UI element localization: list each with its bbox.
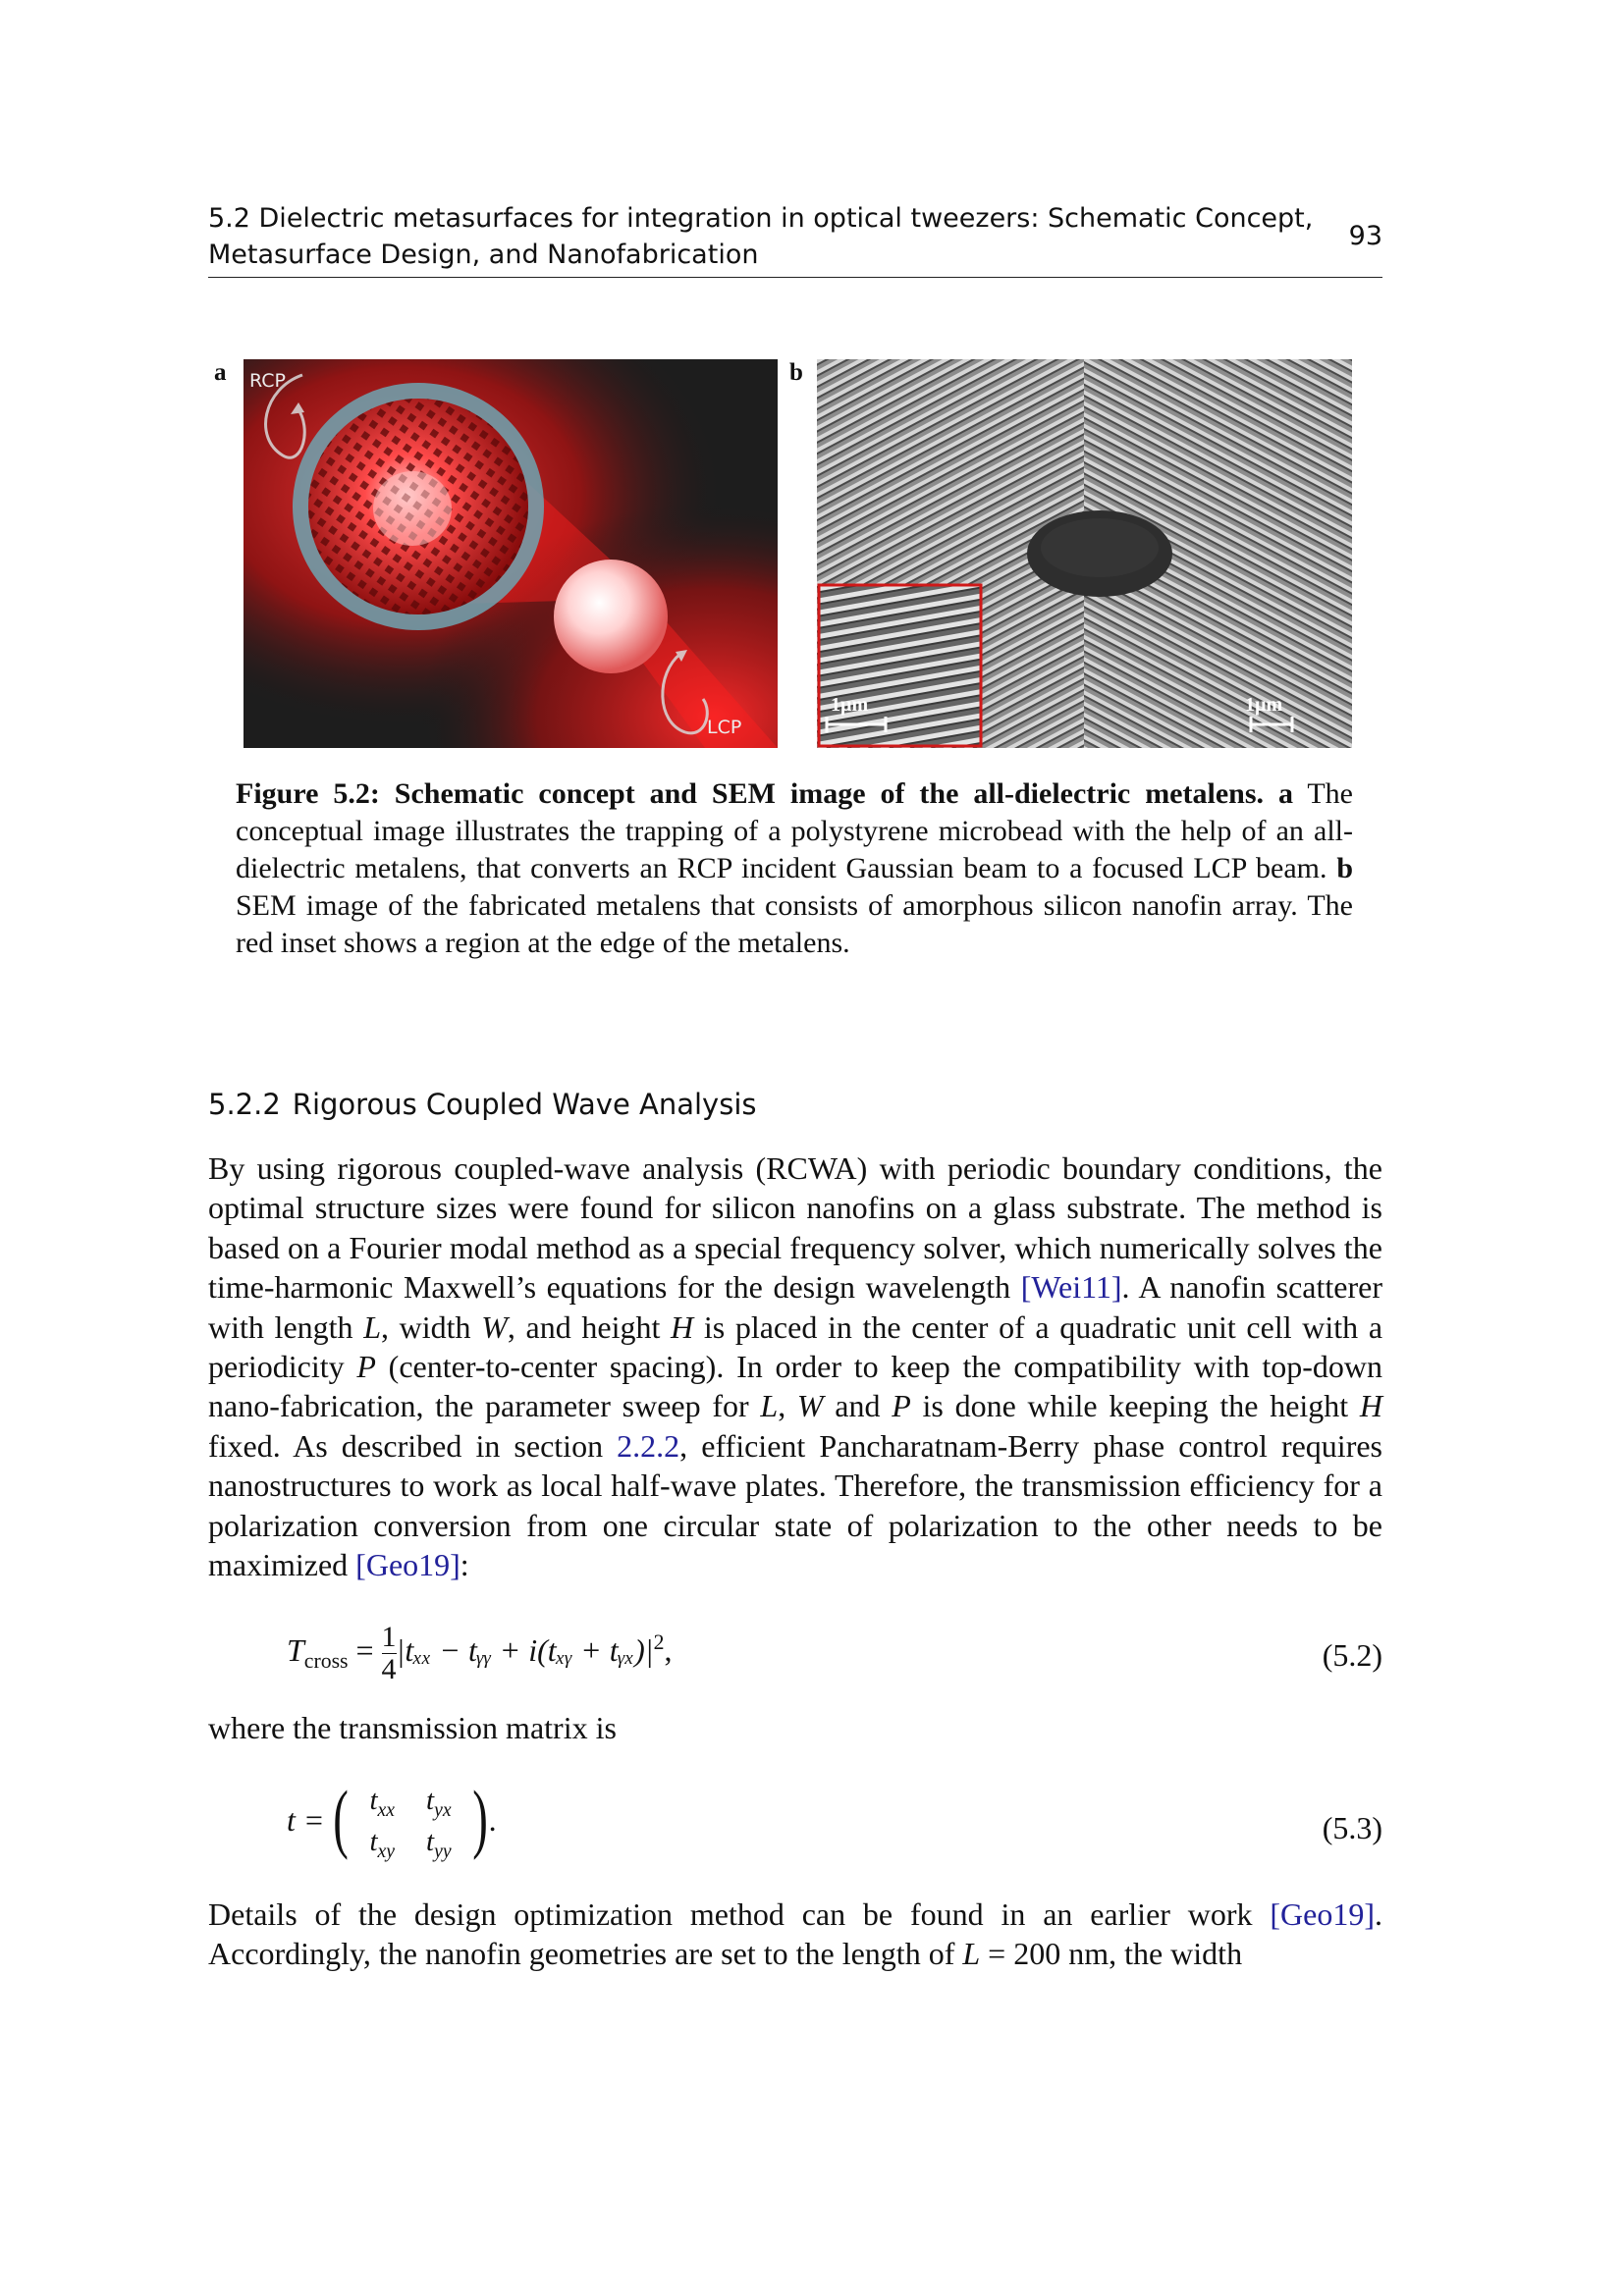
paragraph-text: fixed. As described in section: [208, 1427, 618, 1464]
main-scale-label: 1µm: [1245, 694, 1283, 716]
paragraph-text: . Accordingly, the nanofin geometries are set to the length of: [208, 1896, 1382, 1972]
matrix-cell: $t_{yx}$: [426, 1785, 452, 1821]
paragraph-text: is done while keeping the height: [910, 1388, 1360, 1424]
equation-number: (5.3): [1322, 1810, 1382, 1845]
red-inset: [819, 585, 981, 746]
caption-a-label: a: [1277, 777, 1293, 810]
section-reference-link[interactable]: 2.2.2: [617, 1427, 680, 1464]
equation-5-3: [208, 1777, 1382, 1865]
math-symbol: P: [356, 1349, 376, 1385]
transmission-matrix: [332, 1775, 488, 1865]
left-paren: (: [333, 1775, 350, 1860]
paragraph-text: (center-to-center spacing). In order to keep the compatibility with top-down nano-fabrication, the parameter sweep for: [208, 1349, 1383, 1424]
math-symbol: L: [760, 1388, 779, 1424]
paragraph-text: and: [823, 1388, 893, 1424]
eq-lhs: t =: [287, 1802, 325, 1839]
panel-a-label: a: [214, 359, 227, 386]
math-symbol: H: [671, 1308, 694, 1345]
math-symbol: W: [796, 1388, 824, 1424]
eq-lhs-sub: cross: [303, 1649, 349, 1674]
section-heading: [208, 1088, 757, 1121]
citation-geo19[interactable]: [Geo19]: [1270, 1896, 1375, 1932]
paragraph-text: , efficient Pancharatnam-Berry phase control requires nanostructures to work as local half-wave plates. Therefore, the transmission efficiency for a polarization conversion from one circular state of polarization to the other needs to be maximized: [208, 1427, 1383, 1583]
panel-b-label: b: [789, 359, 803, 386]
math-symbol: W: [481, 1308, 508, 1345]
matrix-cell: $t_{yy}$: [426, 1825, 452, 1862]
math-symbol: P: [892, 1388, 911, 1424]
citation-wei11[interactable]: [Wei11]: [1020, 1269, 1122, 1306]
matrix-cell: $t_{xy}$: [369, 1825, 396, 1862]
figure-caption: [236, 775, 1353, 962]
sem-nanofin-array: [817, 359, 1352, 748]
eq-tail: .: [488, 1802, 497, 1839]
paragraph-text: = 200 nm, the width: [980, 1936, 1243, 1972]
math-symbol: L: [962, 1936, 981, 1972]
right-paren: ): [471, 1775, 488, 1860]
caption-a-text: The conceptual image illustrates the trapping of a polystyrene microbead with the help of an all-dielectric metalens, that converts an RCP incident Gaussian beam to a focused LCP beam.: [236, 777, 1353, 884]
eq-tail: ,: [664, 1631, 673, 1668]
paragraph-text: Details of the design optimization method can be found in an earlier work: [208, 1896, 1271, 1932]
figure-panel-a-illustration: [244, 359, 778, 748]
caption-title: Figure 5.2: Schematic concept and SEM image of the all-dielectric metalens.: [236, 777, 1264, 810]
paragraph-text: , and height: [507, 1308, 672, 1345]
eq-expression: |tₓₓ − tᵧᵧ + i(tₓᵧ + tᵧₓ)|: [396, 1631, 654, 1668]
page-number: 93: [1348, 221, 1382, 251]
frac-denominator: 4: [381, 1653, 397, 1685]
inset-scale-label: 1µm: [831, 694, 869, 716]
running-header: [208, 200, 1382, 278]
eq-power: 2: [653, 1630, 665, 1655]
header-title-line2: Metasurface Design, and Nanofabrication: [208, 240, 759, 270]
rcp-label: RCP: [249, 370, 286, 392]
lcp-label: LCP: [707, 717, 742, 738]
section-number: 5.2.2: [208, 1088, 281, 1121]
metalens-trap-illustration: [244, 359, 778, 748]
matrix-cell: $t_{xx}$: [369, 1785, 396, 1821]
eq-fraction: [382, 1622, 397, 1685]
section-title: Rigorous Coupled Wave Analysis: [292, 1088, 757, 1121]
paragraph-text: ,: [778, 1388, 797, 1424]
eq-equals: =: [355, 1631, 374, 1668]
paragraph-transmission-matrix: where the transmission matrix is: [208, 1710, 617, 1745]
paragraph-design-details: [208, 1895, 1382, 1974]
header-title-line1: 5.2 Dielectric metasurfaces for integration in optical tweezers: Schematic Concept,: [208, 203, 1314, 234]
microbead: [554, 560, 668, 673]
paragraph-text: , width: [381, 1308, 482, 1345]
caption-b-text: SEM image of the fabricated metalens that consists of amorphous silicon nanofin array. The red inset shows a region at the edge of the metalens.: [236, 889, 1353, 959]
math-symbol: H: [1359, 1388, 1383, 1424]
paragraph-rcwa: [208, 1148, 1382, 1584]
equation-5-2: [208, 1610, 1382, 1694]
frac-numerator: 1: [381, 1621, 397, 1653]
figure-panel-b-sem-image: [817, 359, 1352, 748]
paragraph-text: By using rigorous coupled-wave analysis (RCWA) with periodic boundary conditions, the optimal structure sizes were found for silicon nanofins on a glass substrate. The method is based on a Fourier modal method as a special frequency solver, which numerically solves the time-harmonic Maxwell’s equations for the design wavelength: [208, 1150, 1382, 1306]
caption-b-label: b: [1336, 852, 1354, 884]
citation-geo19[interactable]: [Geo19]: [355, 1547, 460, 1583]
paragraph-text: . A nanofin scatterer with length: [208, 1269, 1383, 1345]
paragraph-text: :: [460, 1547, 469, 1583]
eq-lhs: T: [287, 1631, 304, 1668]
math-symbol: L: [363, 1308, 381, 1345]
equation-number: (5.2): [1322, 1637, 1382, 1673]
paragraph-text: is placed in the center of a quadratic unit cell with a periodicity: [208, 1308, 1383, 1385]
